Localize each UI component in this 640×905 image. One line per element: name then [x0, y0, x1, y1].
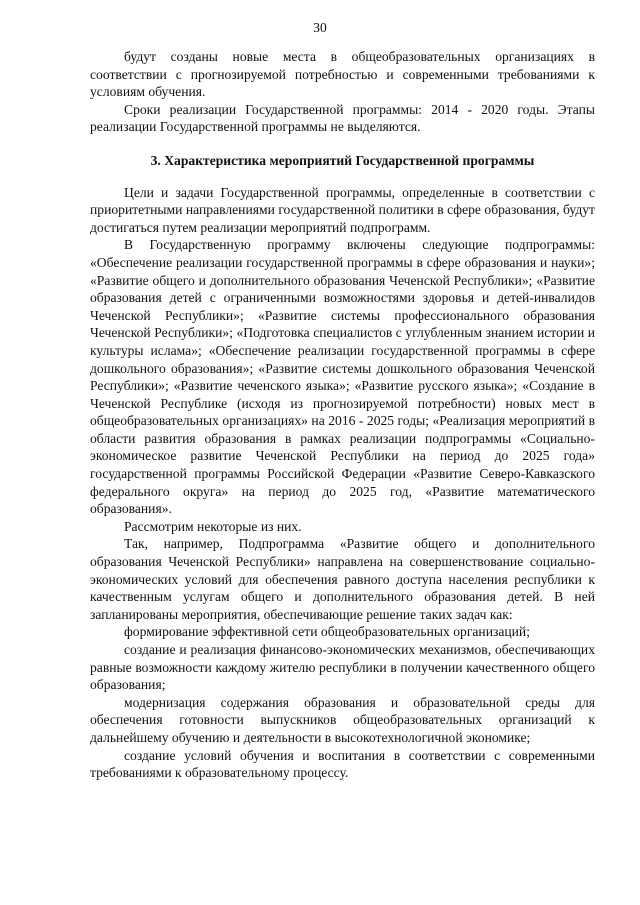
list-item-task-modernization: модернизация содержания образования и образовательной среды для обеспечения готовности выпускников общеобразовательных организаций к дальнейшему обучению и деятельности в высокотехнологичной экономике; — [90, 694, 595, 745]
paragraph-continuation: будут созданы новые места в общеобразовательных организациях в соответствии с прогнозируемой потребностью и современными требованиями к условиям обучения. — [90, 49, 595, 100]
list-item-task-mechanisms: создание и реализация финансово-экономических механизмов, обеспечивающих равные возможности каждому жителю республики в получении качественного общего образования; — [90, 642, 595, 693]
paragraph-example: Так, например, Подпрограмма «Развитие общего и дополнительного образования Чеченской Республики» направлена на совершенствование социально-экономических условий для обеспечения равного доступа населения республики к качественным услугам общего и дополнительного образования детей. В ней запланированы мероприятия, обеспечивающие решение таких задач как: — [90, 536, 595, 622]
page-number: 30 — [313, 20, 327, 35]
paragraph-consider: Рассмотрим некоторые из них. — [124, 518, 302, 534]
paragraph-subprograms-list: В Государственную программу включены следующие подпрограммы: «Обеспечение реализации государственной программы в сфере образования и науки»; «Развитие общего и дополнительного образования Чеченской Республики»; «Развитие образования детей с ограниченными возможностями здоровья и детей-инвалидов Чеченской Республики»; «Развитие системы профессионального образования Чеченской Республики»; «Подготовка специалистов с углубленным знанием истории и культуры ислама»; «Обеспечение реализации государственной программы в сфере дошкольного образования»; «Развитие системы дошкольного образования Чеченской Республики»; «Развитие чеченского языка»; «Развитие русского языка»; «Создание в Чеченской Республике (исходя из прогнозируемой потребности) новых мест в общеобразовательных организациях» на 2016 - 2025 годы; «Реализация мероприятий в области развития образования в рамках реализации подпрограммы «Социально-экономическое развитие Чеченской Республики на период до 2025 года» государственной программы Российской Федерации «Развитие Северо-Кавказского федерального округа» на период до 2025 год, «Развитие математического образования». — [90, 237, 595, 517]
list-item-task-conditions: создание условий обучения и воспитания в соответствии с современными требованиями к образовательному процессу. — [90, 747, 595, 781]
document-body — [90, 48, 595, 782]
paragraph-program-terms: Сроки реализации Государственной программы: 2014 - 2020 годы. Этапы реализации Государственной программы не выделяются. — [90, 101, 595, 135]
section-title: 3. Характеристика мероприятий Государственной программы — [150, 152, 535, 168]
list-item-task-network: формирование эффективной сети общеобразовательных организаций; — [124, 624, 530, 640]
paragraph-goals: Цели и задачи Государственной программы, определенные в соответствии с приоритетными направлениями государственной политики в сфере образования, будут достигаться путем реализации мероприятий подпрограмм. — [90, 184, 595, 235]
